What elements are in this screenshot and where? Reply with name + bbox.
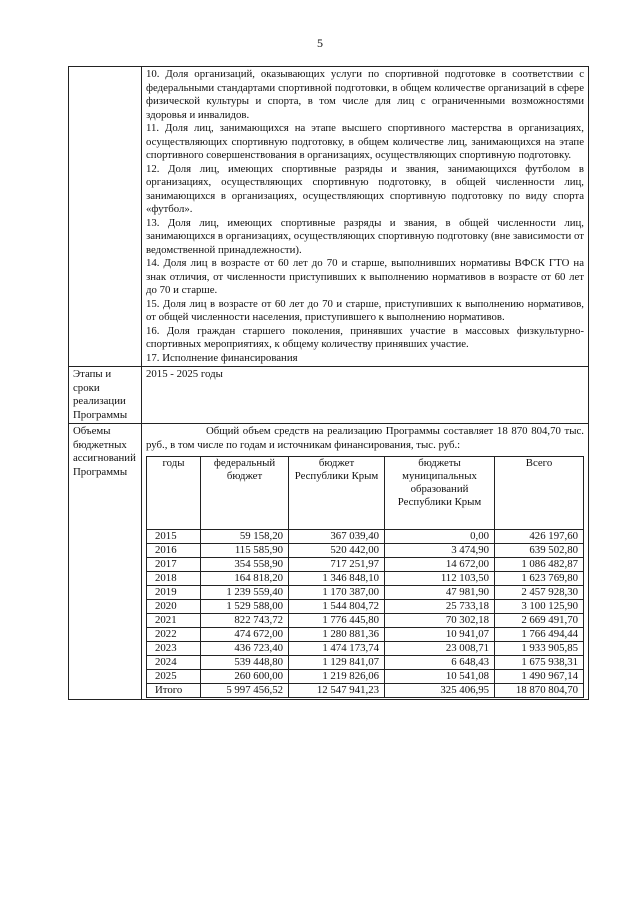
cell-republic: 717 251,97 [289,558,385,572]
indicator-16: 16. Доля граждан старшего поколения, принявших участие в массовых физкультурно-спортивных мероприятиях, к общему количеству принявших участие. [146,324,584,350]
cell-republic: 1 129 841,07 [289,656,385,670]
cell-republic: 1 170 387,00 [289,586,385,600]
cell-municipal: 14 672,00 [385,558,495,572]
cell-total: 1 675 938,31 [495,656,584,670]
budget-header-row [147,457,584,530]
cell-federal: 115 585,90 [201,544,289,558]
cell-republic: 1 474 173,74 [289,642,385,656]
indicator-14: 14. Доля лиц в возрасте от 60 лет до 70 и старше, выполнивших нормативы ВФСК ГТО на знак отличия, от численности приступивших к выполнению нормативов в возрасте от 60 лет до 70 и старше. [146,257,584,296]
cell-year: 2016 [147,544,201,558]
page-number: 5 [317,36,323,50]
budget-row [69,424,589,700]
header-federal: федеральный бюджет [201,457,289,530]
cell-republic: 1 346 848,10 [289,572,385,586]
cell-republic: 1 544 804,72 [289,600,385,614]
header-total: Всего [495,457,584,530]
cell-municipal: 112 103,50 [385,572,495,586]
cell-year: 2018 [147,572,201,586]
stages-value: 2015 - 2025 годы [142,367,589,424]
budget-intro: Общий объем средств на реализацию Программы составляет 18 870 804,70 тыс. руб., в том числе по годам и источникам финансирования, тыс. руб.: [146,425,584,451]
cell-municipal: 10 541,08 [385,670,495,684]
cell-republic: 1 776 445,80 [289,614,385,628]
cell-municipal: 47 981,90 [385,586,495,600]
table-row-total [147,684,584,698]
cell-municipal: 25 733,18 [385,600,495,614]
header-republic: бюджет Республики Крым [289,457,385,530]
cell-republic: 367 039,40 [289,530,385,544]
indicator-10: 10. Доля организаций, оказывающих услуги по спортивной подготовке в соответствии с федеральными стандартами спортивной подготовки, в общем количестве организаций в сфере физической культуры и спорта, в том числе для лиц с ограниченными возможностями здоровья и инвалидов. [146,68,584,121]
stages-label: Этапы и сроки реализации Программы [69,367,142,424]
budget-table [146,456,584,698]
cell-total: 639 502,80 [495,544,584,558]
cell-federal: 539 448,80 [201,656,289,670]
indicator-11: 11. Доля лиц, занимающихся на этапе высшего спортивного мастерства в организациях, осуществляющих спортивную подготовку, в общем количестве лиц, занимающихся на этапе спортивного совершенствования в организациях, осуществляющих спортивную подготовку. [146,122,584,161]
cell-total: 2 457 928,30 [495,586,584,600]
cell-federal: 822 743,72 [201,614,289,628]
cell-year: 2017 [147,558,201,572]
cell-federal: 5 997 456,52 [201,684,289,698]
cell-total: 1 766 494,44 [495,628,584,642]
cell-republic: 1 280 881,36 [289,628,385,642]
cell-municipal: 70 302,18 [385,614,495,628]
cell-year: 2021 [147,614,201,628]
cell-total: 426 197,60 [495,530,584,544]
table-row [147,572,584,586]
indicators-row [69,67,589,367]
indicator-15: 15. Доля лиц в возрасте от 60 лет до 70 и старше, приступивших к выполнению нормативов, от общей численности населения, приступившего к выполнению нормативов. [146,297,584,323]
cell-municipal: 325 406,95 [385,684,495,698]
cell-year: 2025 [147,670,201,684]
cell-federal: 59 158,20 [201,530,289,544]
table-row [147,586,584,600]
header-year: годы [147,457,201,530]
cell-year: 2019 [147,586,201,600]
table-row [147,642,584,656]
budget-cell [142,424,589,700]
stages-row [69,367,589,424]
indicator-12: 12. Доля лиц, имеющих спортивные разряды и звания, занимающихся футболом в организациях, осуществляющих спортивную подготовку, в общей численности лиц, занимающихся в организациях, осуществляющих спортивную подготовку по виду спорта «футбол». [146,162,584,215]
table-row [147,628,584,642]
table-row [147,600,584,614]
cell-municipal: 3 474,90 [385,544,495,558]
cell-total: 1 933 905,85 [495,642,584,656]
cell-republic: 1 219 826,06 [289,670,385,684]
cell-federal: 436 723,40 [201,642,289,656]
cell-year: 2022 [147,628,201,642]
cell-municipal: 6 648,43 [385,656,495,670]
cell-federal: 474 672,00 [201,628,289,642]
table-row [147,558,584,572]
cell-federal: 260 600,00 [201,670,289,684]
indicators-label-cell [69,67,142,367]
cell-federal: 164 818,20 [201,572,289,586]
cell-total: 1 490 967,14 [495,670,584,684]
indicator-17: 17. Исполнение финансирования [146,351,298,364]
cell-total: 18 870 804,70 [495,684,584,698]
cell-federal: 354 558,90 [201,558,289,572]
table-row [147,614,584,628]
table-row [147,670,584,684]
cell-federal: 1 529 588,00 [201,600,289,614]
cell-municipal: 10 941,07 [385,628,495,642]
program-passport-table [68,66,589,700]
cell-total: 2 669 491,70 [495,614,584,628]
table-row [147,544,584,558]
indicator-13: 13. Доля лиц, имеющих спортивные разряды и звания, в общей численности лиц, занимающихся в организациях, осуществляющих спортивную подготовку (вне зависимости от ведомственной принадлежности). [146,216,584,256]
cell-municipal: 23 008,71 [385,642,495,656]
header-municipal: бюджеты муниципальных образований Республики Крым [385,457,495,530]
budget-label: Объемы бюджетных ассигнований Программы [69,424,142,700]
cell-republic: 12 547 941,23 [289,684,385,698]
cell-year: 2024 [147,656,201,670]
cell-year: Итого [147,684,201,698]
table-row [147,530,584,544]
cell-total: 1 623 769,80 [495,572,584,586]
cell-municipal: 0,00 [385,530,495,544]
indicators-cell [142,67,589,367]
cell-republic: 520 442,00 [289,544,385,558]
cell-year: 2020 [147,600,201,614]
cell-year: 2023 [147,642,201,656]
cell-total: 3 100 125,90 [495,600,584,614]
table-row [147,656,584,670]
cell-total: 1 086 482,87 [495,558,584,572]
cell-federal: 1 239 559,40 [201,586,289,600]
cell-year: 2015 [147,530,201,544]
